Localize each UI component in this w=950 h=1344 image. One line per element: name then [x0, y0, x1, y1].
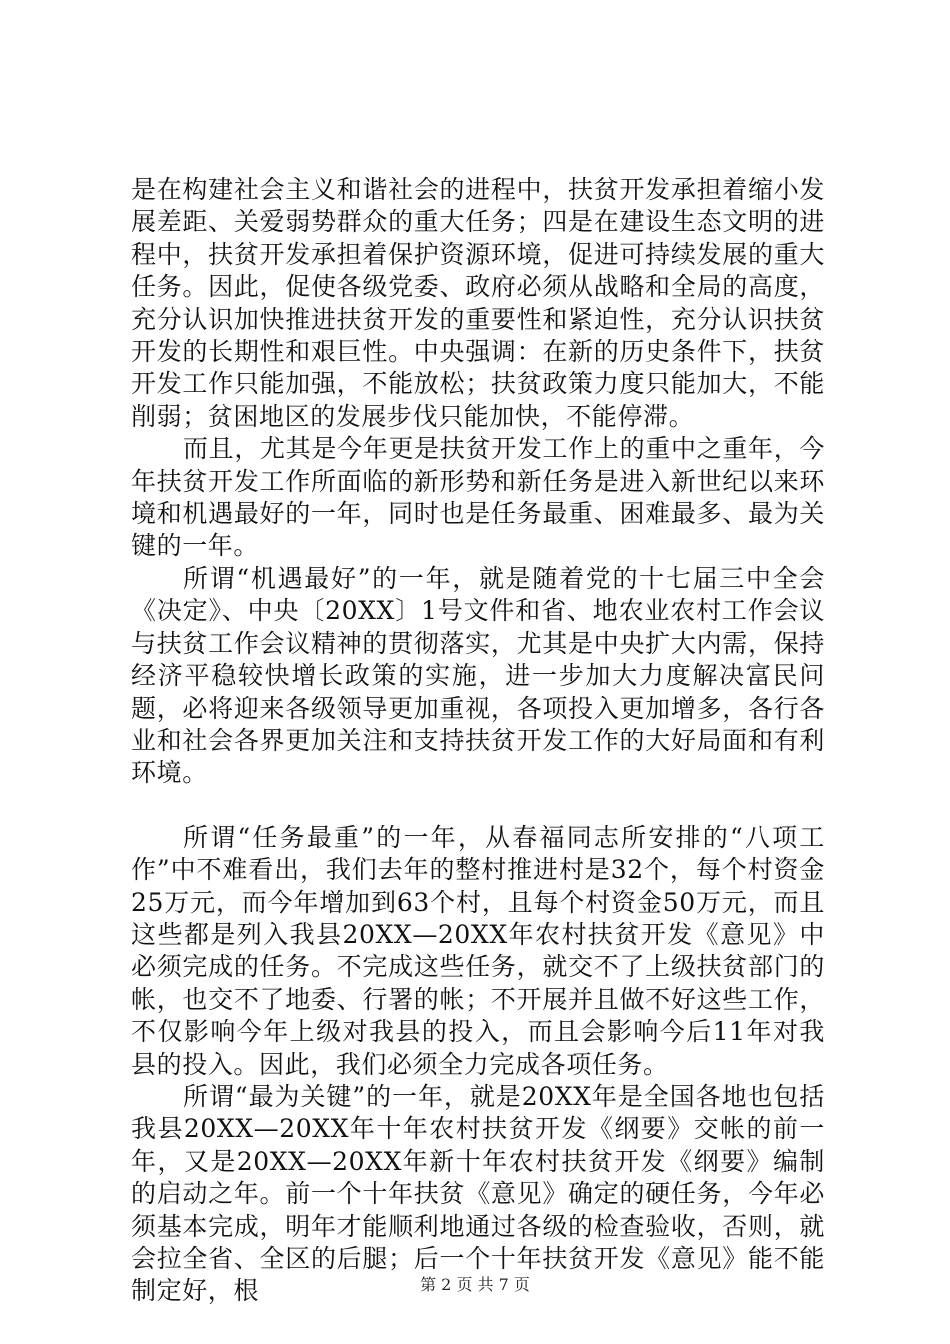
paragraph-most-critical: 所谓“最为关键”的一年，就是20XX年是全国各地也包括我县20XX—20XX年十年农村扶贫开发《纲要》交帐的前一年，又是20XX—20XX年新十年农村扶贫开发《纲要》编制的启动之年。前一个十年扶贫《意见》确定的硬任务，今年必须基本完成，明年才能顺利地通过各级的检查验收，否则，就会拉全省、全区的后腿；后一个十年扶贫开发《意见》能不能制定好，根 [131, 1081, 825, 1306]
paragraph-best-opportunity: 所谓“机遇最好”的一年，就是随着党的十七届三中全会《决定》、中央〔20XX〕1号文件和省、地农业农村工作会议与扶贫工作会议精神的贯彻落实，尤其是中央扩大内需，保持经济平稳较快增长政策的实施，进一步加大力度解决富民问题，必将迎来各级领导更加重视，各项投入更加增多，各行各业和社会各界更加关注和支持扶贫开发工作的大好局面和有利环境。 [131, 563, 825, 788]
paragraph-heaviest-task: 所谓“任务最重”的一年，从春福同志所安排的“八项工作”中不难看出，我们去年的整村推进村是32个，每个村资金25万元，而今年增加到63个村，且每个村资金50万元，而且这些都是列入我县20XX—20XX年农村扶贫开发《意见》中必须完成的任务。不完成这些任务，就交不了上级扶贫部门的帐，也交不了地委、行署的帐；不开展并且做不好这些工作，不仅影响今年上级对我县的投入，而且会影响今后11年对我县的投入。因此，我们必须全力完成各项任务。 [131, 822, 825, 1079]
paragraph-continued: 是在构建社会主义和谐社会的进程中，扶贫开发承担着缩小发展差距、关爱弱势群众的重大任务；四是在建设生态文明的进程中，扶贫开发承担着保护资源环境，促进可持续发展的重大任务。因此，促使各级党委、政府必须从战略和全局的高度，充分认识加快推进扶贫开发的重要性和紧迫性，充分认识扶贫开发的长期性和艰巨性。中央强调：在新的历史条件下，扶贫开发工作只能加强，不能放松；扶贫政策力度只能加大，不能削弱；贫困地区的发展步伐只能加快，不能停滞。 [131, 175, 825, 431]
document-body [131, 174, 825, 1308]
paragraph-key-year: 而且，尤其是今年更是扶贫开发工作上的重中之重年，今年扶贫开发工作所面临的新形势和新任务是进入新世纪以来环境和机遇最好的一年，同时也是任务最重、困难最多、最为关键的一年。 [131, 434, 825, 561]
page-number-footer: 第 2 页 共 7 页 [420, 1275, 530, 1294]
